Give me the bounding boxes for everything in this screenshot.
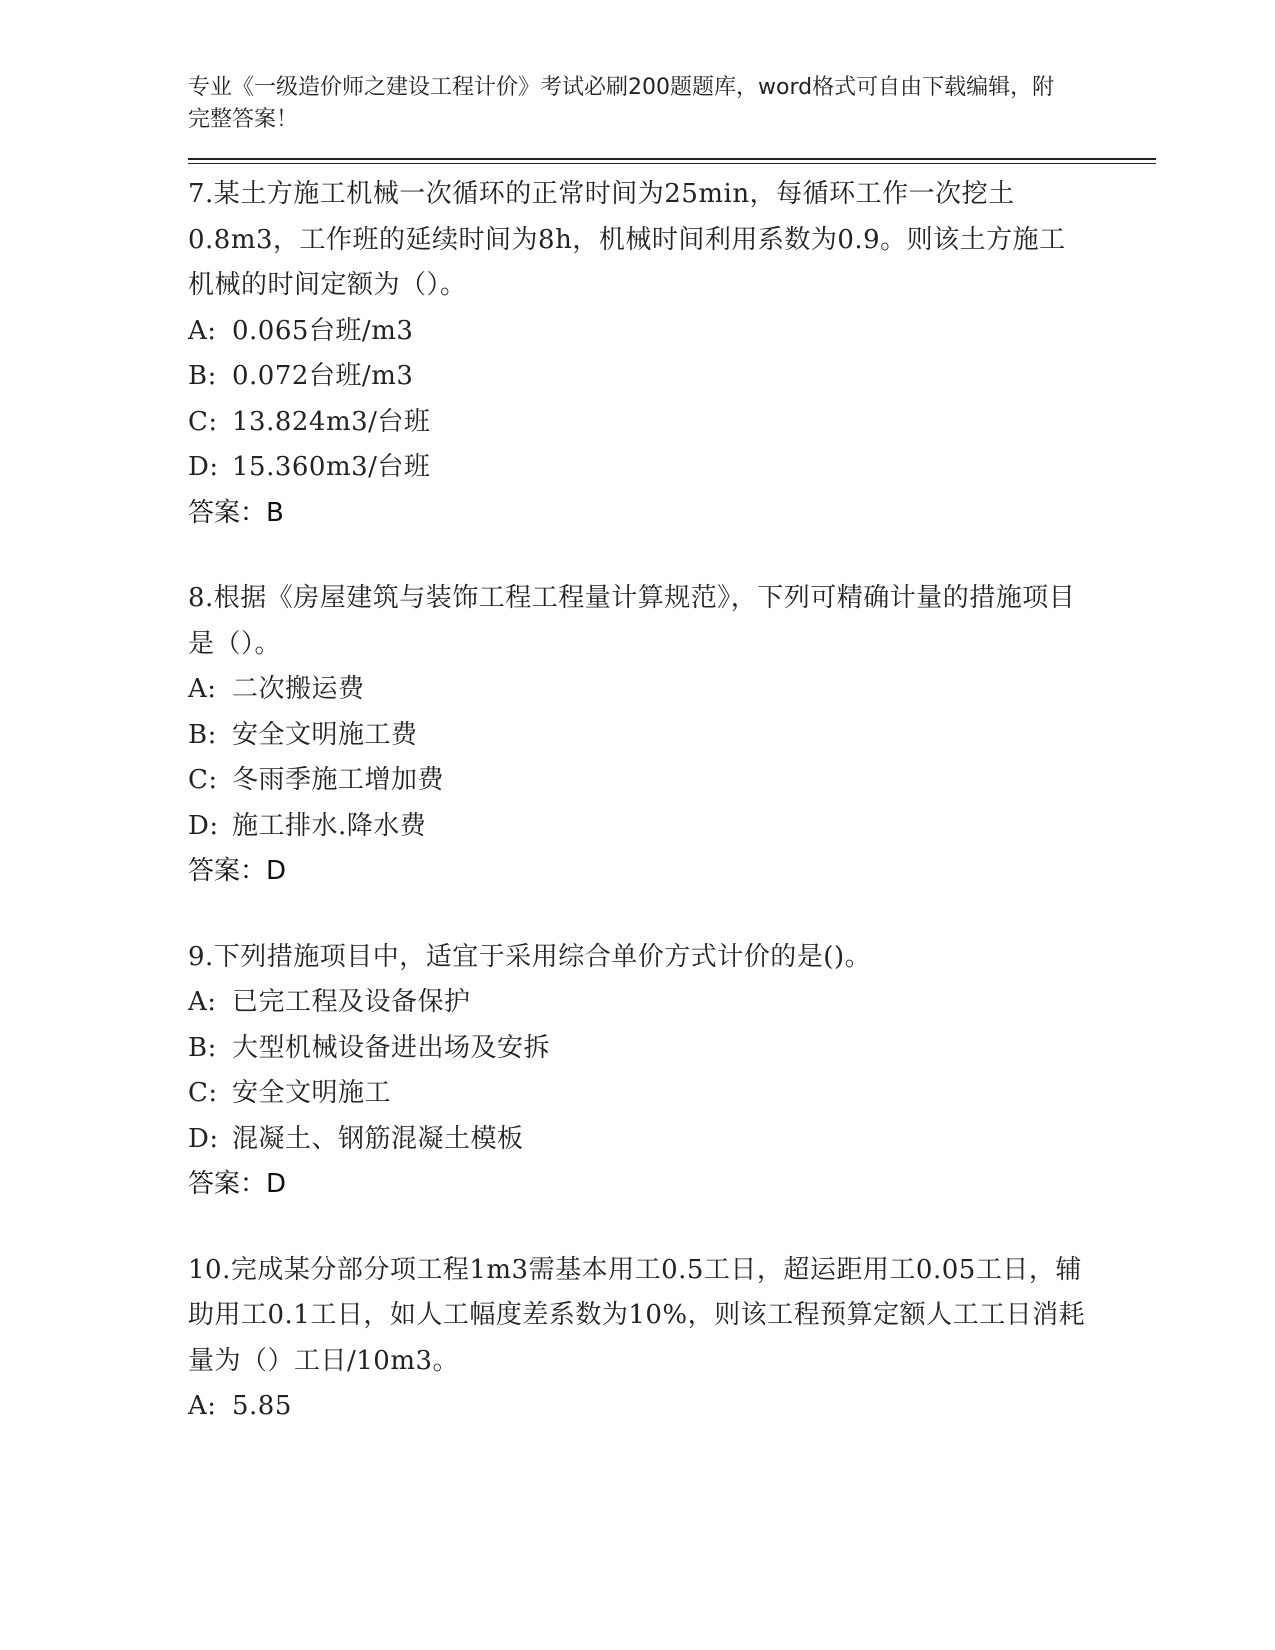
option-b [188, 1026, 1158, 1072]
question-text: 10.完成某分部分项工程1m3需基本用工0.5工日，超运距用工0.05工日，辅助用工0.1工日，如人工幅度差系数为10%，则该工程预算定额人工工日消耗量为（）工日/10m3。 [188, 1254, 1086, 1376]
option-text: 混凝土、钢筋混凝土模板 [232, 1123, 524, 1154]
question-9 [188, 935, 1158, 1208]
question-text: 9.下列措施项目中，适宜于采用综合单价方式计价的是()。 [188, 941, 872, 972]
document-header: 专业《一级造价师之建设工程计价》考试必刷200题题库，word格式可自由下载编辑，附完整答案！ [188, 75, 1055, 132]
option-letter: A: [188, 674, 217, 704]
question-text: 8.根据《房屋建筑与装饰工程工程量计算规范》，下列可精确计量的措施项目是（）。 [188, 583, 1076, 659]
option-text: 13.824m3/台班 [232, 406, 431, 437]
answer-line: 答案：D [188, 1169, 287, 1199]
question-text: 7.某土方施工机械一次循环的正常时间为25min，每循环工作一次挖土0.8m3，工作班的延续时间为8h，机械时间利用系数为0.9。则该土方施工机械的时间定额为（）。 [188, 179, 1066, 300]
answer-line: 答案：B [188, 497, 284, 528]
option-d [188, 445, 1158, 491]
option-a [188, 309, 1158, 355]
option-d [188, 804, 1158, 850]
option-text: 已完工程及设备保护 [232, 987, 471, 1017]
option-a [188, 667, 1158, 713]
option-letter: B: [188, 1032, 217, 1063]
option-d [188, 1117, 1158, 1163]
option-letter: A: [188, 1391, 217, 1421]
question-8 [188, 576, 1158, 895]
option-a [188, 980, 1158, 1026]
question-list [188, 172, 1158, 1430]
option-text: 施工排水.降水费 [232, 810, 427, 841]
option-text: 冬雨季施工增加费 [232, 765, 445, 795]
option-letter: C: [188, 765, 218, 795]
question-10 [188, 1248, 1158, 1430]
answer-line: 答案：D [188, 856, 287, 886]
option-letter: A: [188, 315, 217, 346]
option-a [188, 1384, 1158, 1430]
option-text: 安全文明施工费 [232, 719, 418, 750]
header-divider [188, 158, 1156, 164]
option-c [188, 1071, 1158, 1117]
option-letter: D: [188, 452, 219, 482]
option-letter: A: [188, 987, 217, 1017]
option-letter: D: [188, 1123, 219, 1154]
option-letter: B: [188, 361, 217, 391]
option-text: 5.85 [232, 1391, 292, 1421]
document-page [188, 72, 1158, 1470]
option-text: 大型机械设备进出场及安拆 [232, 1032, 551, 1063]
option-c [188, 758, 1158, 804]
option-text: 0.072台班/m3 [232, 361, 414, 391]
option-text: 15.360m3/台班 [232, 452, 431, 482]
option-letter: C: [188, 1078, 218, 1108]
option-text: 0.065台班/m3 [232, 315, 414, 346]
option-b [188, 713, 1158, 759]
option-b [188, 354, 1158, 400]
option-text: 二次搬运费 [232, 674, 365, 704]
option-c [188, 400, 1158, 446]
question-7 [188, 172, 1158, 536]
option-letter: C: [188, 406, 218, 437]
option-letter: D: [188, 810, 219, 841]
option-text: 安全文明施工 [232, 1078, 392, 1108]
option-letter: B: [188, 719, 217, 750]
